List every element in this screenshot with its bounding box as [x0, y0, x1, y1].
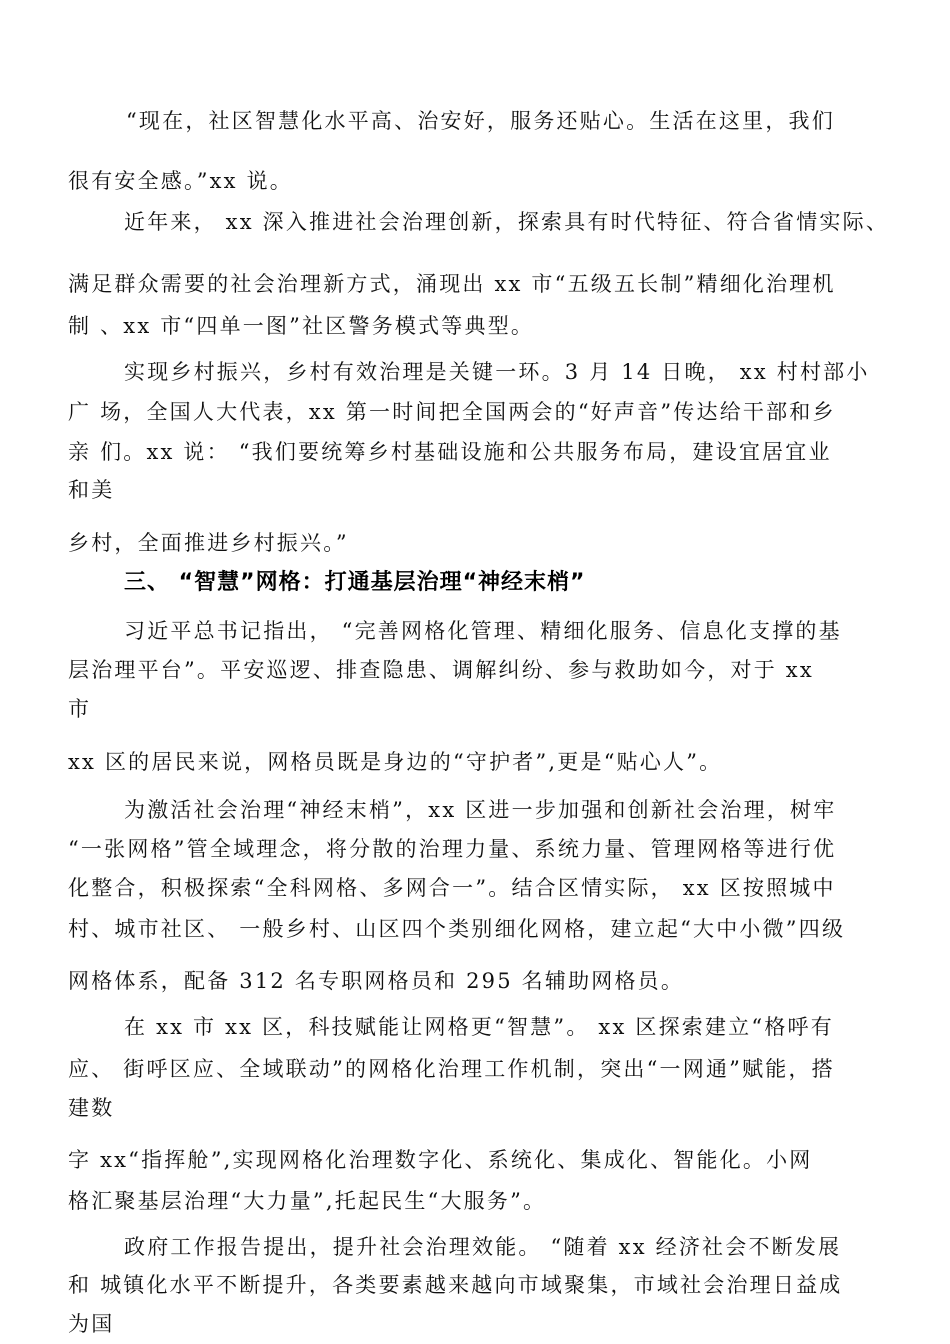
text-line: 制 、xx 市“四单一图”社区警务模式等典型。	[68, 314, 535, 338]
text-line: 政府工作报告提出，提升社会治理效能。 “随着 xx 经济社会不断发展	[124, 1235, 842, 1259]
text-line: 很有安全感。”xx 说。	[68, 169, 293, 193]
text-line: 乡村，全面推进乡村振兴。”	[68, 531, 349, 555]
text-line: 字 xx“指挥舱”,实现网格化治理数字化、系统化、集成化、智能化。小网	[68, 1148, 813, 1172]
text-line: 村、城市社区、 一般乡村、山区四个类别细化网格，建立起“大中小微”四级	[68, 917, 846, 941]
text-line: 和 城镇化水平不断提升，各类要素越来越向市域聚集，市域社会治理日益成	[68, 1273, 843, 1297]
text-line: 实现乡村振兴，乡村有效治理是关键一环。3 月 14 日晚， xx 村村部小	[124, 360, 870, 384]
text-line: 近年来， xx 深入推进社会治理创新，探索具有时代特征、符合省情实际、	[124, 210, 890, 234]
text-line: 满足群众需要的社会治理新方式，涌现出 xx 市“五级五长制”精细化治理机	[68, 272, 836, 296]
text-line: 应、 街呼区应、全域联动”的网格化治理工作机制，突出“一网通”赋能，搭	[68, 1057, 835, 1081]
text-line: 为国	[68, 1312, 115, 1336]
text-line: 网格体系，配备 312 名专职网格员和 295 名辅助网格员。	[68, 969, 685, 993]
text-line: 亲 们。xx 说： “我们要统筹乡村基础设施和公共服务布局，建设宜居宜业	[68, 440, 832, 464]
text-line: 为激活社会治理“神经末梢”，xx 区进一步加强和创新社会治理，树牢	[124, 798, 837, 822]
text-line: xx 区的居民来说，网格员既是身边的“守护者”,更是“贴心人”。	[68, 750, 723, 774]
text-line: 格汇聚基层治理“大力量”,托起民生“大服务”。	[68, 1189, 547, 1213]
section-heading: 三、 “智慧”网格：打通基层治理“神经末梢”	[124, 570, 586, 595]
text-line: 在 xx 市 xx 区，科技赋能让网格更“智慧”。 xx 区探索建立“格呼有	[124, 1015, 834, 1039]
text-line: 广 场，全国人大代表，xx 第一时间把全国两会的“好声音”传达给干部和乡	[68, 400, 836, 424]
text-line: 化整合，积极探索“全科网格、多网合一”。结合区情实际， xx 区按照城中	[68, 876, 836, 900]
text-line: 层治理平台”。平安巡逻、排查隐患、调解纠纷、参与救助如今，对于 xx	[68, 658, 814, 682]
text-line: “现在，社区智慧化水平高、治安好，服务还贴心。生活在这里，我们	[126, 109, 835, 133]
text-line: 和美	[68, 478, 115, 502]
text-line: 建数	[68, 1096, 115, 1120]
text-line: 市	[68, 697, 92, 721]
text-line: “一张网格”管全域理念，将分散的治理力量、系统力量、管理网格等进行优	[68, 837, 837, 861]
text-line: 习近平总书记指出， “完善网格化管理、精细化服务、信息化支撑的基	[124, 619, 842, 643]
